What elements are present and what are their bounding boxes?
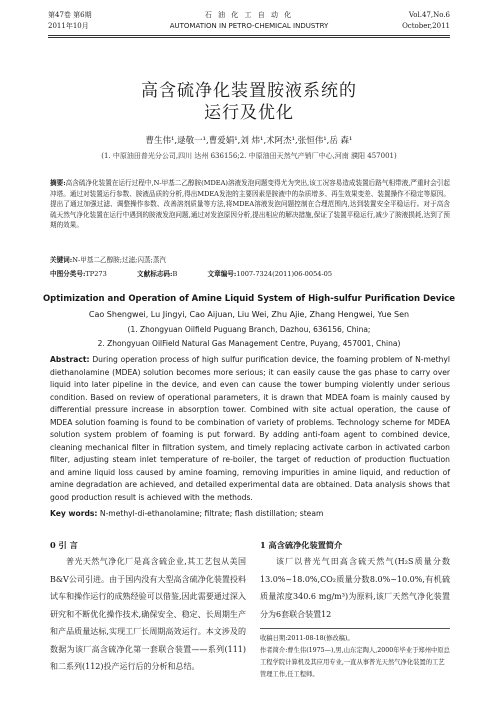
journal-name-en: AUTOMATION IN PETRO-CHEMICAL INDUSTRY: [169, 22, 329, 30]
section-intro-heading: 0 引 言: [50, 540, 78, 550]
clc-value: TP273: [85, 270, 107, 278]
paper-title-line1: 高含硫净化装置胺液系统的: [141, 81, 357, 101]
doc-code-value: B: [172, 270, 178, 278]
paper-title-en: Optimization and Operation of Amine Liquid System of High-sulfur Purification Device: [42, 294, 456, 304]
doc-code-label: 文献标志码:: [137, 270, 173, 278]
authors-cn: 曹生伟¹,逯敬一¹,曹爱娟¹,刘 炜¹,术阿杰¹,张恒伟¹,岳 森¹: [145, 136, 353, 146]
affiliation-en-2: 2. Zhongyuan OilField Natural Gas Management Centre, Puyang, 457001, China): [97, 339, 401, 348]
keywords-en: [50, 509, 450, 518]
keywords-cn: [50, 254, 450, 264]
section-1-heading: 1 高含硫净化装置简介: [260, 540, 343, 550]
header-rule: [48, 35, 450, 36]
abstract-en: [50, 354, 450, 504]
abstract-cn: [50, 178, 450, 231]
header-center: [48, 10, 450, 32]
keywords-cn-label: 关键词:: [50, 256, 73, 264]
affiliation-en-1: (1. Zhongyuan Oilfield Puguang Branch, Dazhou, 636156, China;: [127, 325, 371, 334]
abstract-cn-text: 高含硫净化装置在运行过程中,N-甲基二乙醇胺(MDEA)溶液发泡问题变得尤为突出,该工况容易造成装置后路气相带液,严重时会引起冲塔。通过对装置运行参数、胺液品质的分析,得出MDEA发泡的主要因素是胺液中的杂质增多、再生效果变差、装置操作不稳定等原因。提出了通过加强过滤、调整操作参数、改善溶剂质量等方法,将MDEA溶液发泡问题控制在合理范围内,达到装置安全平稳运行。对于高含硫天然气净化装置在运行中遇到的胺液发泡问题,通过对发泡原因分析,提出相应的解决措施,保证了装置平稳运行,减少了胺液损耗,达到了预期的效果。: [50, 179, 450, 230]
journal-volume-en: Vol.47,No.6: [408, 11, 450, 19]
footnote-author: 作者简介:曹生伟(1975—),男,山东定陶人,2000年毕业于郑州中原总工程学院计算机及其应用专业,一直从事普光天然气净化装置的工艺管理工作,任工程师。: [260, 647, 450, 678]
journal-date: 2011年10月: [48, 22, 89, 30]
header-rule-thin: [48, 37, 450, 38]
article-no-label: 文章编号:: [207, 270, 237, 278]
affiliation-cn: (1. 中原油田普光分公司,四川 达州 636156;2. 中原油田天然气产销厂中心,河南 濮阳 457001): [101, 152, 397, 160]
footnote: [260, 633, 450, 681]
header-right: [402, 10, 450, 32]
journal-name-cn: 石 油 化 工 自 动 化: [204, 11, 294, 19]
article-no-value: 1007-7324(2011)06-0054-05: [236, 270, 333, 278]
section-intro-text: 普光天然气净化厂是高含硫企业,其工艺包从美国B&V公司引进。由于国内没有大型高含硫净化装置投料试车和操作运行的成熟经验可以借鉴,因此需要通过深入研究和不断优化操作技术,确保安全、稳定、长周期生产和产品质量达标,实现工厂长周期高效运行。本文涉及的数据为该厂高含硫净化第一套联合装置——系列(111)和二系列(112)投产运行后的分析和总结。: [50, 557, 246, 671]
keywords-en-label: Key words:: [50, 509, 98, 518]
footnote-rule: [260, 628, 450, 629]
keywords-cn-text: N-甲基二乙醇胺;过滤;闪蒸;蒸汽: [72, 256, 167, 264]
clc-label: 中图分类号:: [50, 270, 86, 278]
keywords-en-text: N-methyl-di-ethanolamine; filtrate; flash distillation; steam: [99, 509, 324, 518]
journal-date-en: October,2011: [402, 22, 450, 30]
abstract-cn-label: 摘要:: [50, 179, 66, 187]
section-1-text: 该厂以普光气田高含硫天然气(H₂S质量分数13.0%~18.0%,CO₂质量分数8.0%~10.0%,有机硫质量浓度340.6 mg/m³)为原料,该厂天然气净化装置分为6套联合装置12: [260, 557, 450, 619]
footnote-received: 收稿日期:2011-08-18(修改稿)。: [260, 635, 354, 642]
journal-volume-issue: 第47卷 第6期: [48, 11, 92, 19]
abstract-en-label: Abstract:: [50, 355, 90, 364]
abstract-en-text: During operation process of high sulfur purification device, the foaming problem of N-methyl diethanolamine (MDEA) solution becomes more serious; it can easily cause the gas phase to carry over liquid into later pipeline in the device, and even can cause the tower bumping violently under serious condition. Based on review of operational parameters, it is drawn that MDEA foam is mainly caused by differential pressure increase in absorption tower. Combined with site actual operation, the cause of MDEA solution foaming is found to be combination of variety of problems. Technology scheme for MDEA solution system problem of foaming is put forward. By adding anti-foam agent to combined device, cleaning mechanical filter in filtration system, and timely replacing activate carbon in activated carbon filter, adjusting steam inlet temperature of re-boiler, the target of reduction of production fluctuation and amine liquid loss caused by amine foaming, removing impurities in amine liquid, and reduction of amine degradation are achieved, and detailed experimental data are obtained. Data analysis shows that good production result is achieved with the methods.: [50, 355, 451, 502]
paper-title-line2: 运行及优化: [204, 103, 294, 123]
authors-en: Cao Shengwei, Lu Jingyi, Cao Aijuan, Liu Wei, Zhu Ajie, Zhang Hengwei, Yue Sen: [88, 310, 410, 319]
classification-line: [50, 268, 450, 278]
